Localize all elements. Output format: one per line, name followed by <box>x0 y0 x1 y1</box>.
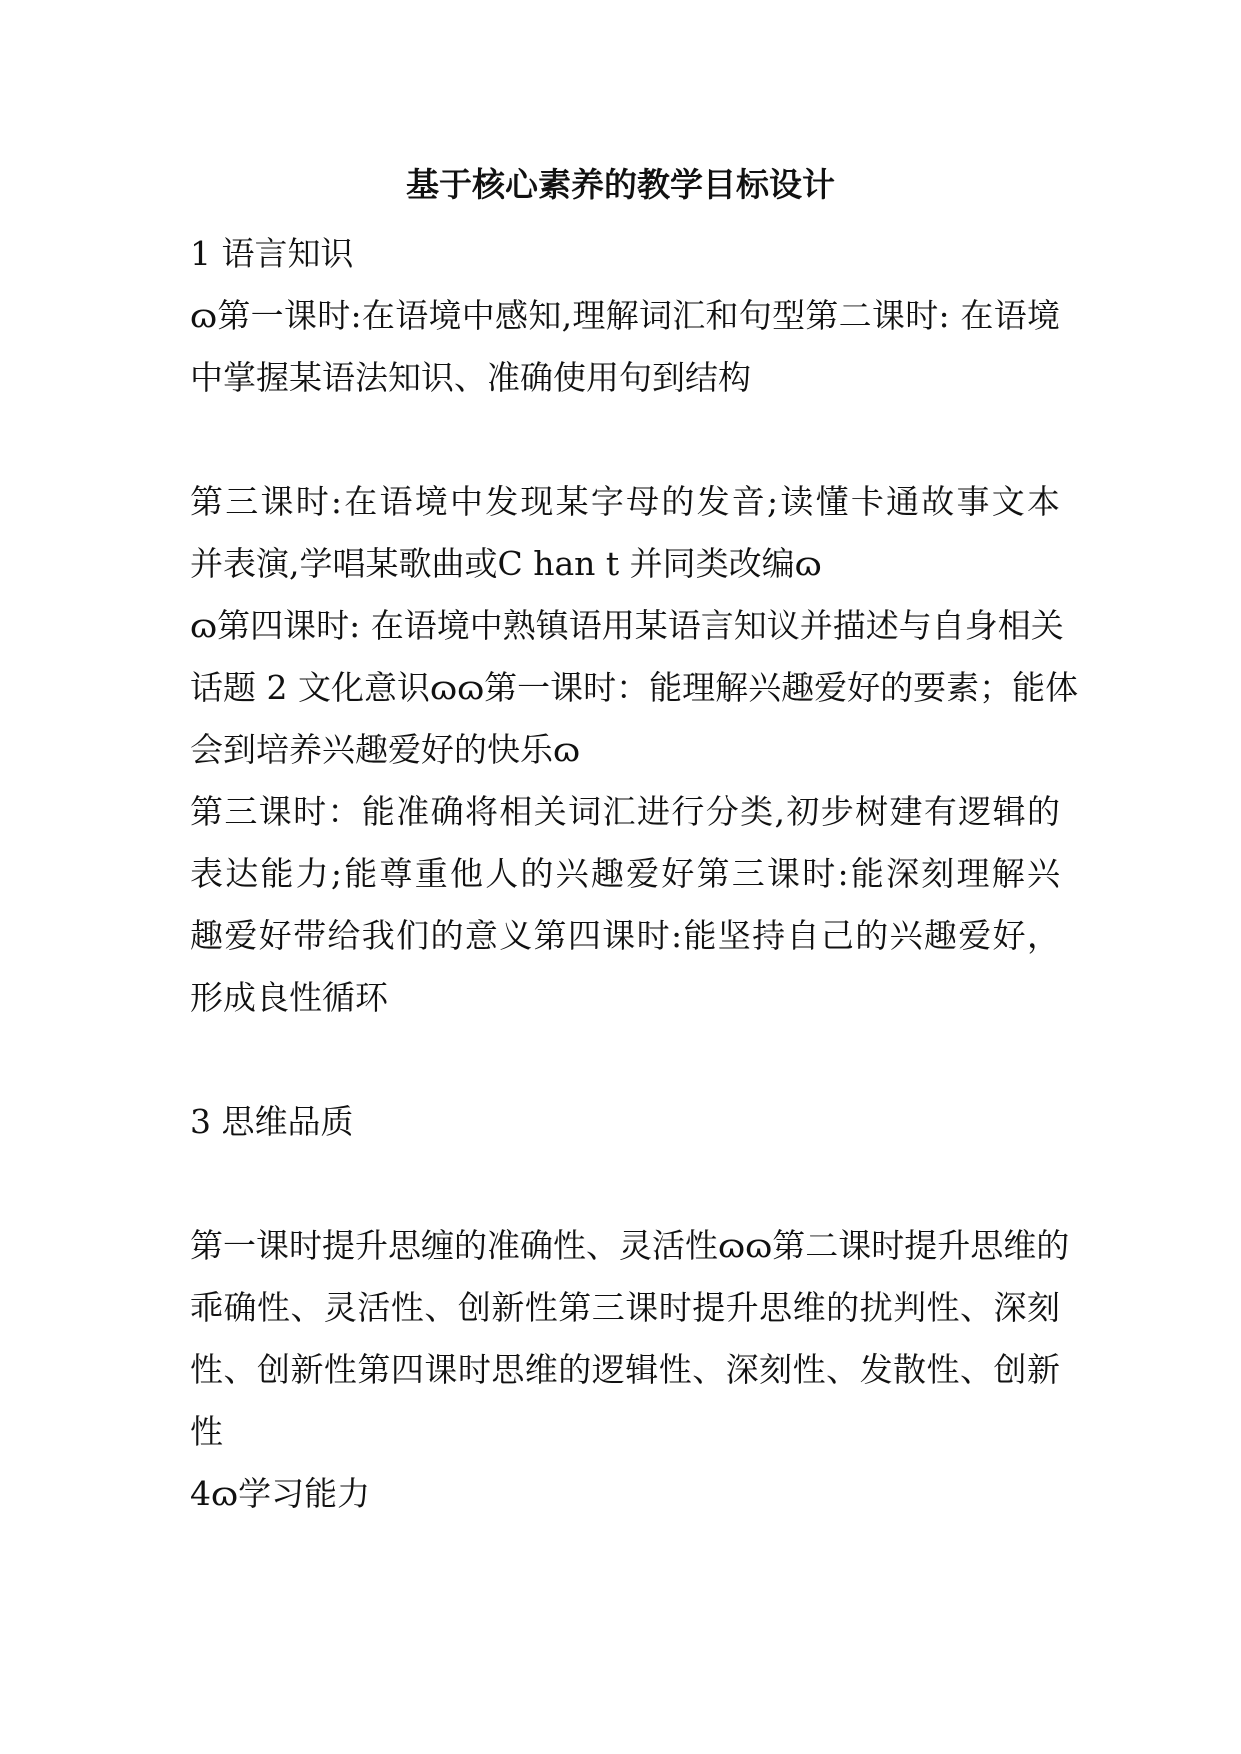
paragraph-line: 趣爱好带给我们的意义第四课时:能坚持自己的兴趣爱好， <box>190 916 1060 955</box>
blank-line <box>190 1029 1060 1091</box>
document-body <box>190 223 1079 1525</box>
paragraph-line: 会到培养兴趣爱好的快乐ɷ <box>190 730 581 769</box>
blank-line <box>190 409 1060 471</box>
paragraph-line: 乖确性、灵活性、创新性第三课时提升思维的扰判性、深刻 <box>190 1288 1060 1327</box>
section-heading-language-knowledge: 1 语言知识 <box>190 234 354 273</box>
paragraph-line: 第一课时提升思缠的准确性、灵活性ɷɷ第二课时提升思维的 <box>190 1226 1070 1265</box>
paragraph-line: 话题 2 文化意识ɷɷ第一课时：能理解兴趣爱好的要素；能体 <box>190 668 1079 707</box>
paragraph-line: 并表演,学唱某歌曲或C han t 并同类改编ɷ <box>190 544 822 583</box>
document-title: 基于核心素养的教学目标设计 <box>406 165 835 204</box>
paragraph-line: 性 <box>190 1412 223 1451</box>
paragraph-line: 中掌握某语法知识、准确使用句到结构 <box>190 358 751 397</box>
section-heading-learning-ability: 4ɷ学习能力 <box>190 1474 371 1513</box>
paragraph-line: ɷ第四课时: 在语境中熟镇语用某语言知议并描述与自身相关 <box>190 606 1064 645</box>
paragraph-line: 形成良性循环 <box>190 978 388 1017</box>
paragraph-line: 表达能力;能尊重他人的兴趣爱好第三课时:能深刻理解兴 <box>190 854 1060 893</box>
paragraph-line: 性、创新性第四课时思维的逻辑性、深刻性、发散性、创新 <box>190 1350 1060 1389</box>
section-heading-thinking-quality: 3 思维品质 <box>190 1102 354 1141</box>
blank-line <box>190 1153 1060 1215</box>
paragraph-line: 第三课时：能准确将相关词汇进行分类,初步树建有逻辑的 <box>190 792 1060 831</box>
paragraph-line: ɷ第一课时:在语境中感知,理解词汇和句型第二课时: 在语境 <box>190 296 1060 335</box>
paragraph-line: 第三课时:在语境中发现某字母的发音;读懂卡通故事文本 <box>190 482 1060 521</box>
